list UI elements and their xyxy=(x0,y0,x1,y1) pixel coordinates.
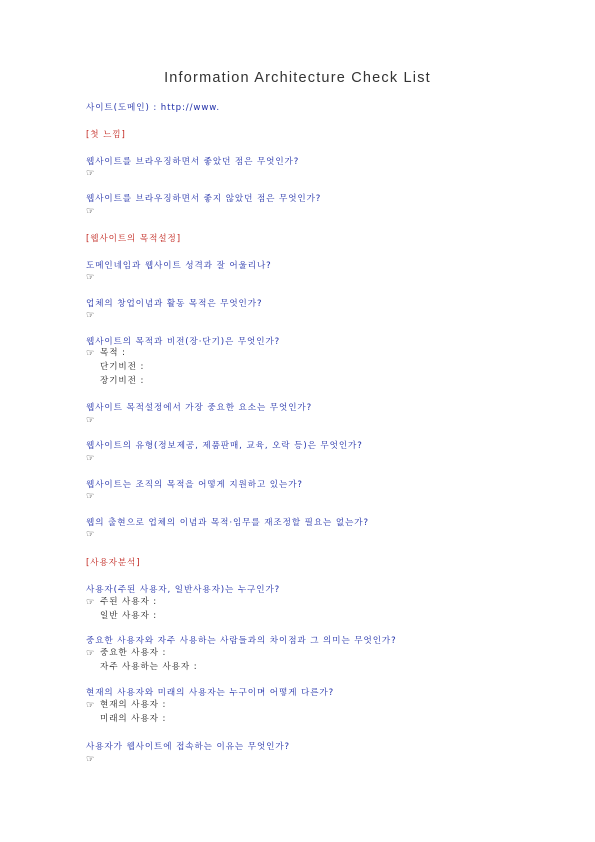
short-term-vision-label: 단기비전 : xyxy=(100,362,145,372)
general-user-label: 일반 사용자 : xyxy=(100,611,158,621)
hand-pointer-icon: ☞ xyxy=(86,700,95,711)
question-current-future-users: 현재의 사용자와 미래의 사용자는 누구이며 어떻게 다른가? xyxy=(86,688,335,698)
hand-pointer-icon: ☞ xyxy=(86,529,95,540)
section-user-analysis: [사용자분석] xyxy=(86,558,141,568)
question-user-differences: 중요한 사용자와 자주 사용하는 사람들과의 차이점과 그 의미는 무엇인가? xyxy=(86,636,397,646)
question-company-mission: 업체의 창업이념과 활동 목적은 무엇인가? xyxy=(86,299,263,309)
hand-pointer-icon: ☞ xyxy=(86,206,95,217)
hand-pointer-icon: ☞ xyxy=(86,310,95,321)
important-user-label: 중요한 사용자 : xyxy=(100,648,167,658)
question-org-support: 웹사이트는 조직의 목적을 어떻게 지원하고 있는가? xyxy=(86,480,303,490)
current-user-label: 현재의 사용자 : xyxy=(100,700,167,710)
hand-pointer-icon: ☞ xyxy=(86,348,95,359)
question-domain-fit: 도메인네임과 웹사이트 성격과 잘 어울리나? xyxy=(86,261,272,271)
hand-pointer-icon: ☞ xyxy=(86,754,95,765)
site-domain-line: 사이트(도메인) : http://www. xyxy=(86,103,221,113)
question-key-element: 웹사이트 목적설정에서 가장 중요한 요소는 무엇인가? xyxy=(86,403,313,413)
question-realign-mission: 웹의 출현으로 업체의 이념과 목적·임무를 재조정할 필요는 없는가? xyxy=(86,518,369,528)
question-good-points: 웹사이트를 브라우징하면서 좋았던 점은 무엇인가? xyxy=(86,157,300,167)
hand-pointer-icon: ☞ xyxy=(86,453,95,464)
goal-label: 목적 : xyxy=(100,348,126,358)
question-site-type: 웹사이트의 유형(정보제공, 제품판매, 교육, 오락 등)은 무엇인가? xyxy=(86,441,363,451)
future-user-label: 미래의 사용자 : xyxy=(100,714,167,724)
hand-pointer-icon: ☞ xyxy=(86,597,95,608)
question-visit-reason: 사용자가 웹사이트에 접속하는 이유는 무엇인가? xyxy=(86,742,291,752)
question-who-users: 사용자(주된 사용자, 일반사용자)는 누구인가? xyxy=(86,585,281,595)
hand-pointer-icon: ☞ xyxy=(86,491,95,502)
question-bad-points: 웹사이트를 브라우징하면서 좋지 않았던 점은 무엇인가? xyxy=(86,194,322,204)
main-user-label: 주된 사용자 : xyxy=(100,597,158,607)
section-site-goal: [웹사이트의 목적설정] xyxy=(86,234,181,244)
frequent-user-label: 자주 사용하는 사용자 : xyxy=(100,662,198,672)
section-first-impression: [첫 느낌] xyxy=(86,130,126,140)
hand-pointer-icon: ☞ xyxy=(86,272,95,283)
hand-pointer-icon: ☞ xyxy=(86,415,95,426)
hand-pointer-icon: ☞ xyxy=(86,648,95,659)
hand-pointer-icon: ☞ xyxy=(86,168,95,179)
document-title: Information Architecture Check List xyxy=(164,70,431,86)
question-goal-vision: 웹사이트의 목적과 비전(장·단기)은 무엇인가? xyxy=(86,337,281,347)
long-term-vision-label: 장기비전 : xyxy=(100,376,145,386)
